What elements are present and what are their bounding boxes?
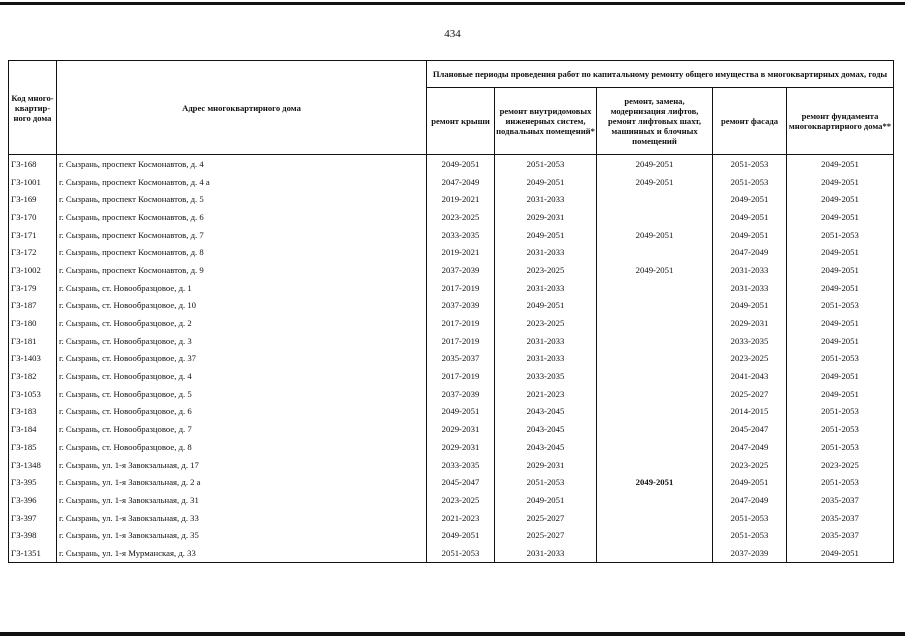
header-periods: Плановые периоды проведения работ по капитальному ремонту общего имущества в многоквартирных домах, годы (427, 61, 894, 88)
cell-foundation: 2049-2051 (787, 544, 894, 562)
cell-code: ГЗ-181 (9, 332, 57, 350)
cell-facade: 2051-2053 (713, 155, 787, 173)
cell-code: ГЗ-171 (9, 226, 57, 244)
cell-elevators (597, 332, 713, 350)
cell-facade: 2049-2051 (713, 473, 787, 491)
cell-internal-systems: 2031-2033 (495, 279, 597, 297)
cell-elevators: 2049-2051 (597, 226, 713, 244)
cell-address: г. Сызрань, проспект Космонавтов, д. 9 (57, 261, 427, 279)
cell-address: г. Сызрань, проспект Космонавтов, д. 7 (57, 226, 427, 244)
cell-code: ГЗ-170 (9, 208, 57, 226)
header-address: Адрес многоквартирного дома (57, 61, 427, 155)
cell-foundation: 2049-2051 (787, 243, 894, 261)
cell-facade: 2029-2031 (713, 314, 787, 332)
cell-facade: 2049-2051 (713, 190, 787, 208)
cell-internal-systems: 2029-2031 (495, 208, 597, 226)
cell-facade: 2051-2053 (713, 509, 787, 527)
cell-facade: 2031-2033 (713, 261, 787, 279)
cell-roof: 2023-2025 (427, 208, 495, 226)
cell-facade: 2033-2035 (713, 332, 787, 350)
cell-roof: 2035-2037 (427, 350, 495, 368)
cell-facade: 2031-2033 (713, 279, 787, 297)
cell-elevators: 2049-2051 (597, 155, 713, 173)
cell-roof: 2049-2051 (427, 526, 495, 544)
cell-internal-systems: 2021-2023 (495, 385, 597, 403)
cell-internal-systems: 2043-2045 (495, 438, 597, 456)
cell-facade: 2014-2015 (713, 403, 787, 421)
cell-internal-systems: 2029-2031 (495, 456, 597, 474)
table-row (9, 403, 894, 421)
cell-address: г. Сызрань, проспект Космонавтов, д. 4 (57, 155, 427, 173)
table-row (9, 173, 894, 191)
cell-internal-systems: 2049-2051 (495, 491, 597, 509)
cell-roof: 2045-2047 (427, 473, 495, 491)
cell-elevators (597, 243, 713, 261)
cell-address: г. Сызрань, ст. Новообразцовое, д. 37 (57, 350, 427, 368)
cell-internal-systems: 2051-2053 (495, 473, 597, 491)
cell-elevators (597, 403, 713, 421)
cell-roof: 2051-2053 (427, 544, 495, 562)
cell-elevators (597, 190, 713, 208)
cell-address: г. Сызрань, ул. 1-я Завокзальная, д. 17 (57, 456, 427, 474)
page-number: 434 (444, 28, 461, 40)
cell-roof: 2017-2019 (427, 332, 495, 350)
table-row (9, 261, 894, 279)
cell-internal-systems: 2023-2025 (495, 261, 597, 279)
cell-code: ГЗ-168 (9, 155, 57, 173)
cell-code: ГЗ-398 (9, 526, 57, 544)
cell-elevators (597, 350, 713, 368)
cell-internal-systems: 2033-2035 (495, 367, 597, 385)
table-row (9, 350, 894, 368)
cell-foundation: 2051-2053 (787, 350, 894, 368)
cell-internal-systems: 2025-2027 (495, 509, 597, 527)
header-roof: ремонт крыши (427, 88, 495, 155)
header-foundation: ремонт фундамента многоквартирного дома** (787, 88, 894, 155)
cell-address: г. Сызрань, проспект Космонавтов, д. 8 (57, 243, 427, 261)
cell-elevators (597, 208, 713, 226)
header-facade: ремонт фасада (713, 88, 787, 155)
table-row (9, 456, 894, 474)
cell-foundation: 2051-2053 (787, 420, 894, 438)
cell-address: г. Сызрань, проспект Космонавтов, д. 5 (57, 190, 427, 208)
cell-foundation: 2049-2051 (787, 208, 894, 226)
cell-roof: 2037-2039 (427, 261, 495, 279)
cell-address: г. Сызрань, ул. 1-я Мурманская, д. 33 (57, 544, 427, 562)
cell-elevators: 2049-2051 (597, 473, 713, 491)
table-row (9, 155, 894, 173)
cell-roof: 2023-2025 (427, 491, 495, 509)
cell-foundation: 2049-2051 (787, 385, 894, 403)
cell-internal-systems: 2049-2051 (495, 226, 597, 244)
table-row (9, 544, 894, 562)
cell-roof: 2019-2021 (427, 243, 495, 261)
cell-elevators (597, 526, 713, 544)
table-row (9, 509, 894, 527)
cell-address: г. Сызрань, ул. 1-я Завокзальная, д. 31 (57, 491, 427, 509)
cell-address: г. Сызрань, ст. Новообразцовое, д. 10 (57, 297, 427, 315)
cell-facade: 2045-2047 (713, 420, 787, 438)
cell-roof: 2017-2019 (427, 279, 495, 297)
cell-foundation: 2049-2051 (787, 190, 894, 208)
cell-facade: 2051-2053 (713, 173, 787, 191)
cell-foundation: 2051-2053 (787, 226, 894, 244)
cell-facade: 2023-2025 (713, 456, 787, 474)
cell-roof: 2021-2023 (427, 509, 495, 527)
table-row (9, 332, 894, 350)
cell-facade: 2049-2051 (713, 297, 787, 315)
cell-facade: 2049-2051 (713, 208, 787, 226)
cell-code: ГЗ-183 (9, 403, 57, 421)
cell-foundation: 2035-2037 (787, 491, 894, 509)
cell-address: г. Сызрань, ст. Новообразцовое, д. 7 (57, 420, 427, 438)
cell-elevators (597, 456, 713, 474)
table-row (9, 473, 894, 491)
table-row (9, 243, 894, 261)
cell-elevators (597, 314, 713, 332)
table-row (9, 226, 894, 244)
cell-code: ГЗ-169 (9, 190, 57, 208)
cell-address: г. Сызрань, ст. Новообразцовое, д. 3 (57, 332, 427, 350)
cell-code: ГЗ-1351 (9, 544, 57, 562)
cell-address: г. Сызрань, проспект Космонавтов, д. 6 (57, 208, 427, 226)
table-row (9, 491, 894, 509)
cell-internal-systems: 2049-2051 (495, 297, 597, 315)
cell-address: г. Сызрань, ст. Новообразцовое, д. 1 (57, 279, 427, 297)
cell-elevators: 2049-2051 (597, 261, 713, 279)
table-row (9, 526, 894, 544)
cell-code: ГЗ-396 (9, 491, 57, 509)
cell-foundation: 2051-2053 (787, 438, 894, 456)
cell-code: ГЗ-1348 (9, 456, 57, 474)
cell-code: ГЗ-395 (9, 473, 57, 491)
cell-facade: 2025-2027 (713, 385, 787, 403)
cell-facade: 2037-2039 (713, 544, 787, 562)
cell-facade: 2047-2049 (713, 438, 787, 456)
cell-facade: 2047-2049 (713, 491, 787, 509)
cell-foundation: 2049-2051 (787, 155, 894, 173)
cell-foundation: 2035-2037 (787, 526, 894, 544)
cell-internal-systems: 2043-2045 (495, 403, 597, 421)
cell-facade: 2047-2049 (713, 243, 787, 261)
cell-address: г. Сызрань, ул. 1-я Завокзальная, д. 2 а (57, 473, 427, 491)
table-row (9, 420, 894, 438)
cell-code: ГЗ-185 (9, 438, 57, 456)
cell-facade: 2049-2051 (713, 226, 787, 244)
cell-internal-systems: 2023-2025 (495, 314, 597, 332)
cell-internal-systems: 2031-2033 (495, 332, 597, 350)
cell-address: г. Сызрань, ст. Новообразцовое, д. 2 (57, 314, 427, 332)
cell-roof: 2037-2039 (427, 385, 495, 403)
cell-foundation: 2049-2051 (787, 332, 894, 350)
cell-code: ГЗ-1002 (9, 261, 57, 279)
cell-code: ГЗ-187 (9, 297, 57, 315)
cell-roof: 2029-2031 (427, 420, 495, 438)
cell-foundation: 2049-2051 (787, 279, 894, 297)
cell-foundation: 2049-2051 (787, 173, 894, 191)
cell-foundation: 2049-2051 (787, 261, 894, 279)
table-body (9, 155, 894, 563)
cell-roof: 2019-2021 (427, 190, 495, 208)
cell-elevators (597, 438, 713, 456)
cell-address: г. Сызрань, проспект Космонавтов, д. 4 а (57, 173, 427, 191)
cell-address: г. Сызрань, ст. Новообразцовое, д. 4 (57, 367, 427, 385)
table-row (9, 385, 894, 403)
cell-facade: 2023-2025 (713, 350, 787, 368)
table-row (9, 367, 894, 385)
cell-code: ГЗ-1403 (9, 350, 57, 368)
cell-roof: 2017-2019 (427, 367, 495, 385)
table-row (9, 190, 894, 208)
cell-internal-systems: 2051-2053 (495, 155, 597, 173)
cell-elevators: 2049-2051 (597, 173, 713, 191)
cell-code: ГЗ-179 (9, 279, 57, 297)
cell-elevators (597, 544, 713, 562)
cell-elevators (597, 491, 713, 509)
cell-code: ГЗ-1001 (9, 173, 57, 191)
cell-elevators (597, 279, 713, 297)
cell-code: ГЗ-182 (9, 367, 57, 385)
header-code: Код много-квартир-ного дома (9, 61, 57, 155)
cell-roof: 2033-2035 (427, 456, 495, 474)
table-row (9, 208, 894, 226)
cell-roof: 2049-2051 (427, 155, 495, 173)
cell-internal-systems: 2049-2051 (495, 173, 597, 191)
cell-foundation: 2051-2053 (787, 297, 894, 315)
capital-repair-table (8, 60, 894, 563)
table-row (9, 297, 894, 315)
cell-foundation: 2035-2037 (787, 509, 894, 527)
table-row (9, 314, 894, 332)
cell-elevators (597, 385, 713, 403)
cell-code: ГЗ-397 (9, 509, 57, 527)
cell-internal-systems: 2031-2033 (495, 544, 597, 562)
cell-address: г. Сызрань, ст. Новообразцовое, д. 5 (57, 385, 427, 403)
cell-internal-systems: 2031-2033 (495, 190, 597, 208)
bottom-rule (0, 632, 905, 636)
cell-address: г. Сызрань, ст. Новообразцовое, д. 6 (57, 403, 427, 421)
cell-internal-systems: 2025-2027 (495, 526, 597, 544)
cell-roof: 2033-2035 (427, 226, 495, 244)
cell-roof: 2037-2039 (427, 297, 495, 315)
cell-code: ГЗ-172 (9, 243, 57, 261)
cell-roof: 2029-2031 (427, 438, 495, 456)
cell-code: ГЗ-180 (9, 314, 57, 332)
cell-foundation: 2023-2025 (787, 456, 894, 474)
table-row (9, 438, 894, 456)
cell-facade: 2051-2053 (713, 526, 787, 544)
cell-foundation: 2049-2051 (787, 314, 894, 332)
cell-roof: 2017-2019 (427, 314, 495, 332)
cell-foundation: 2051-2053 (787, 473, 894, 491)
cell-facade: 2041-2043 (713, 367, 787, 385)
cell-internal-systems: 2031-2033 (495, 243, 597, 261)
cell-foundation: 2051-2053 (787, 403, 894, 421)
cell-address: г. Сызрань, ст. Новообразцовое, д. 8 (57, 438, 427, 456)
cell-elevators (597, 420, 713, 438)
cell-internal-systems: 2043-2045 (495, 420, 597, 438)
cell-address: г. Сызрань, ул. 1-я Завокзальная, д. 33 (57, 509, 427, 527)
cell-elevators (597, 367, 713, 385)
cell-code: ГЗ-1053 (9, 385, 57, 403)
header-internal-systems: ремонт внутридомовых инженерных систем, подвальных помещений* (495, 88, 597, 155)
top-rule (0, 2, 905, 5)
cell-foundation: 2049-2051 (787, 367, 894, 385)
header-elevators: ремонт, замена, модернизация лифтов, ремонт лифтовых шахт, машинных и блочных помещений (597, 88, 713, 155)
cell-roof: 2047-2049 (427, 173, 495, 191)
cell-internal-systems: 2031-2033 (495, 350, 597, 368)
cell-code: ГЗ-184 (9, 420, 57, 438)
cell-elevators (597, 509, 713, 527)
table-row (9, 279, 894, 297)
cell-elevators (597, 297, 713, 315)
cell-address: г. Сызрань, ул. 1-я Завокзальная, д. 35 (57, 526, 427, 544)
cell-roof: 2049-2051 (427, 403, 495, 421)
